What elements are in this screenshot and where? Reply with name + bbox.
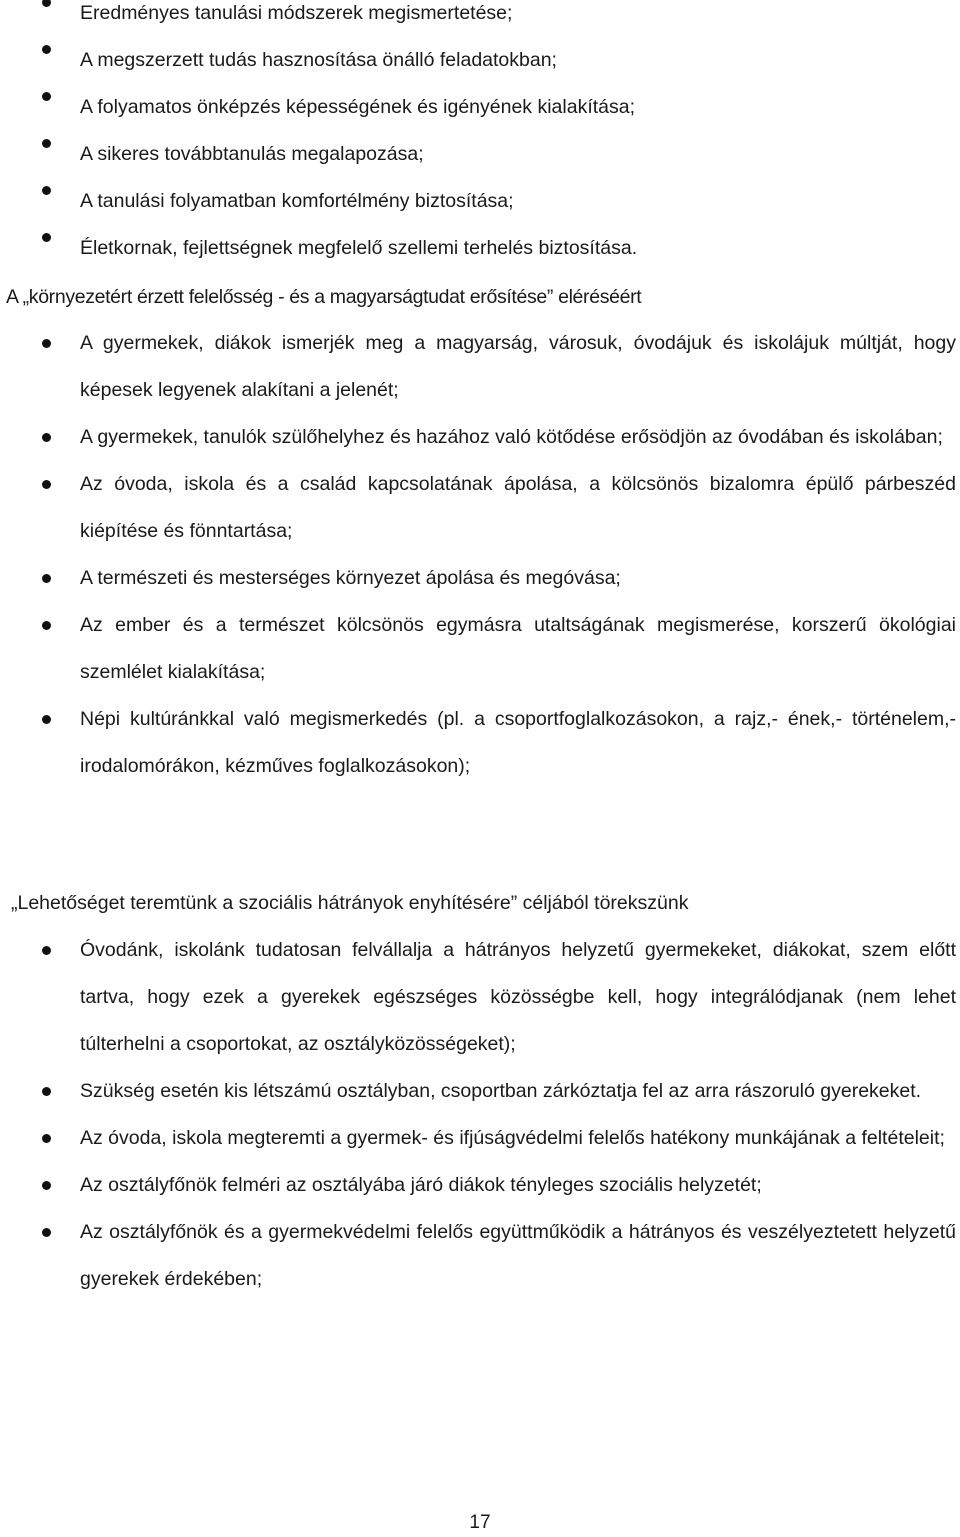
bullet-icon [42, 433, 51, 442]
list-item: Az óvoda, iskola és a család kapcsolatának ápolása, a kölcsönös bizalomra épülő párbeszéd kiépítése és fönntartása; [0, 461, 960, 555]
section-heading-environment: A „környezetért érzett felelősség - és a magyarságtudat erősítése” eléréséért [6, 286, 642, 308]
section-heading-social: „Lehetőséget teremtünk a szociális hátrányok enyhítésére” céljából törekszünk [11, 892, 689, 914]
bullet-icon [42, 574, 51, 583]
bullet-icon [42, 1134, 51, 1143]
list-item: A gyermekek, diákok ismerjék meg a magyarság, városuk, óvodájuk és iskolájuk múltját, hogy képesek legyenek alakítani a jelenét; [0, 320, 960, 414]
list-item: Az osztályfőnök és a gyermekvédelmi felelős együttműködik a hátrányos és veszélyeztetett helyzetű gyerekek érdekében; [0, 1209, 960, 1303]
list-item: Népi kultúránkkal való megismerkedés (pl. a csoportfoglalkozásokon, a rajz,- ének,- történelem,- irodalomórákon, kézműves foglalkozásokon); [0, 696, 960, 790]
bullet-icon [42, 233, 51, 242]
bullet-icon [42, 139, 51, 148]
list-item: A sikeres továbbtanulás megalapozása; [0, 131, 960, 178]
bullet-icon [42, 92, 51, 101]
bullet-icon [42, 946, 51, 955]
list-item: Az osztályfőnök felméri az osztályába járó diákok tényleges szociális helyzetét; [0, 1162, 960, 1209]
bullet-icon [42, 715, 51, 724]
list-item: Óvodánk, iskolánk tudatosan felvállalja a hátrányos helyzetű gyermekeket, diákokat, szem előtt tartva, hogy ezek a gyerekek egészséges közösségbe kell, hogy integrálódjanak (nem lehet túlterhelni a csoportokat, az osztályközösségeket); [0, 927, 960, 1068]
list-item: A természeti és mesterséges környezet ápolása és megóvása; [0, 555, 960, 602]
list-item: Az ember és a természet kölcsönös egymásra utaltságának megismerése, korszerű ökológiai szemlélet kialakítása; [0, 602, 960, 696]
list-item: Az óvoda, iskola megteremti a gyermek- és ifjúságvédelmi felelős hatékony munkájának a feltételeit; [0, 1115, 960, 1162]
bullet-icon [42, 186, 51, 195]
list-item: Életkornak, fejlettségnek megfelelő szellemi terhelés biztosítása. [0, 225, 960, 272]
bullet-icon [42, 480, 51, 489]
bullet-icon [42, 339, 51, 348]
list-item: A tanulási folyamatban komfortélmény biztosítása; [0, 178, 960, 225]
list-item: Eredményes tanulási módszerek megismertetése; [0, 0, 960, 37]
social-goals-list [0, 927, 960, 1303]
bullet-icon [42, 1181, 51, 1190]
list-item: A megszerzett tudás hasznosítása önálló feladatokban; [0, 37, 960, 84]
bullet-icon [42, 0, 51, 7]
learning-goals-list [0, 0, 960, 272]
list-item: A folyamatos önképzés képességének és igényének kialakítása; [0, 84, 960, 131]
list-item: A gyermekek, tanulók szülőhelyhez és hazához való kötődése erősödjön az óvodában és iskolában; [0, 414, 960, 461]
list-item: Szükség esetén kis létszámú osztályban, csoportban zárkóztatja fel az arra rászoruló gyerekeket. [0, 1068, 960, 1115]
page-number: 17 [469, 1512, 491, 1533]
bullet-icon [42, 1087, 51, 1096]
environment-goals-list [0, 320, 960, 790]
bullet-icon [42, 1228, 51, 1237]
bullet-icon [42, 621, 51, 630]
bullet-icon [42, 45, 51, 54]
